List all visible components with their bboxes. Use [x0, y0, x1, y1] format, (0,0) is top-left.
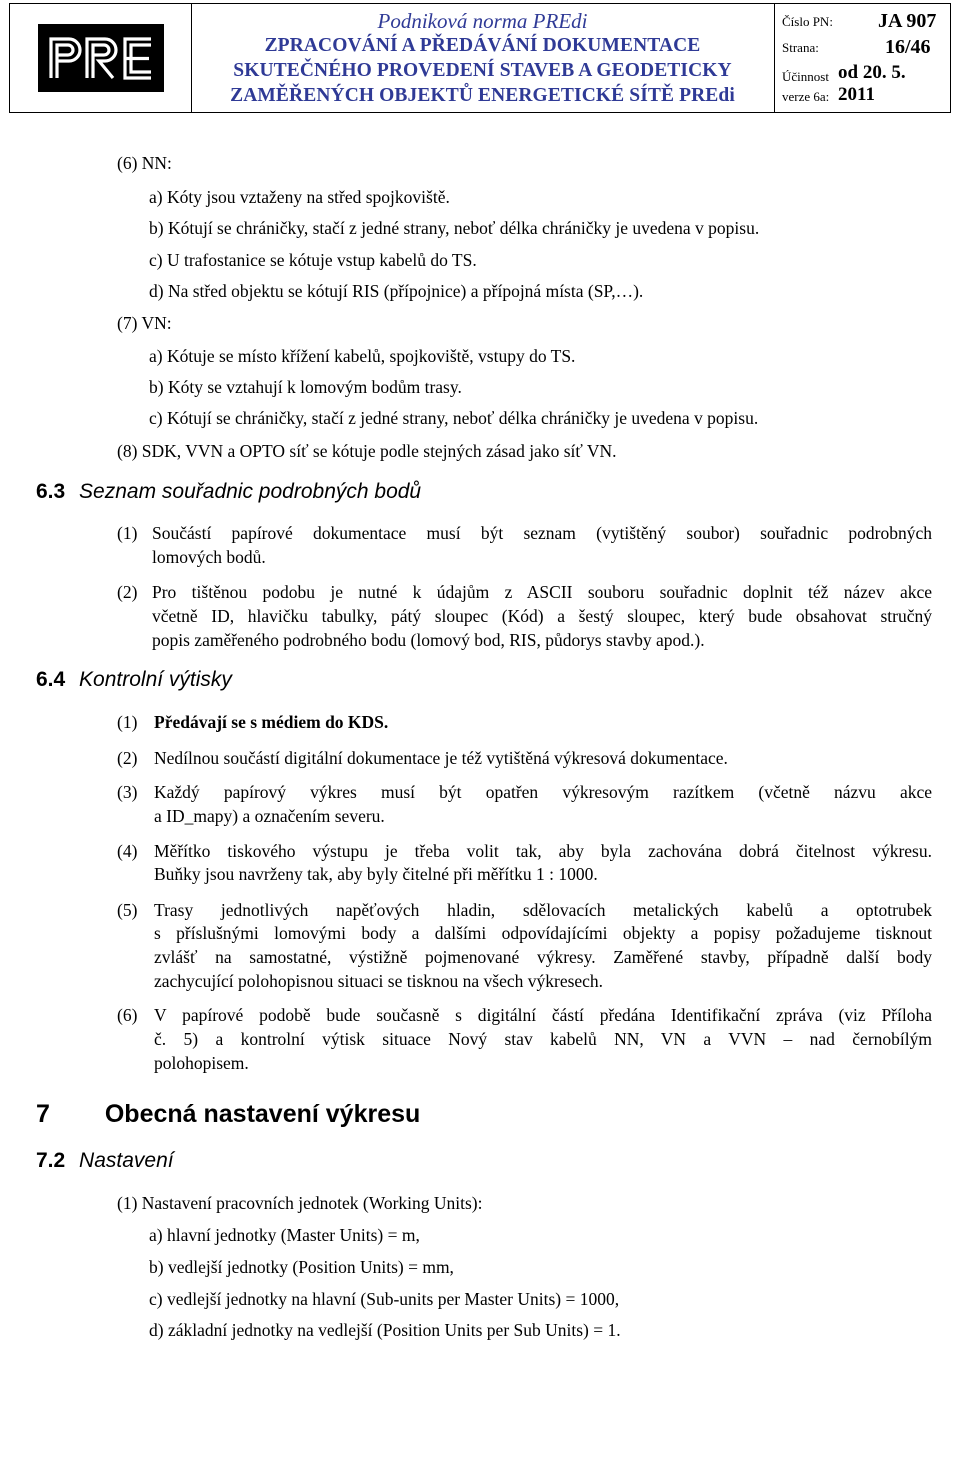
s64-item5-num: (5) — [117, 900, 138, 920]
s64-item4-num: (4) — [117, 841, 138, 861]
s64-item4-line2: Buňky jsou navrženy tak, aby byly čitelné při měřítku 1 : 1000. — [154, 864, 598, 884]
s72-item-c: c) vedlejší jednotky na hlavní (Sub-units per Master Units) = 1000, — [149, 1289, 620, 1309]
s72-item-b: b) vedlejší jednotky (Position Units) = mm, — [149, 1257, 454, 1277]
section-number: 7.2 — [36, 1149, 66, 1172]
s72-item-a: a) hlavní jednotky (Master Units) = m, — [149, 1225, 420, 1245]
section-6-3-heading — [36, 480, 421, 504]
s64-item4-line1: Měřítko tiskového výstupu je třeba volit tak, aby byla zachována dobrá čitelnost výkresu. — [154, 841, 932, 861]
section-7-heading — [36, 1100, 420, 1129]
verze-label: verze 6a: — [782, 89, 830, 104]
vn-heading: (7) VN: — [117, 313, 172, 333]
s64-item6-line2: č. 5) a kontrolní výtisk situace Nový stav kabelů NN, VN a VVN – nad černobílým — [154, 1029, 932, 1049]
cislo-value: JA 907 — [878, 10, 937, 32]
s63-p2-line2: včetně ID, hlavičku tabulky, pátý sloupec (Kód) a šestý sloupec, který bude obsahovat stručný — [152, 606, 932, 626]
section-6-4-heading — [36, 668, 232, 692]
nn-item-d: d) Na střed objektu se kótují RIS (přípojnice) a přípojná místa (SP,…). — [149, 281, 644, 301]
s72-p1: (1) Nastavení pracovních jednotek (Working Units): — [117, 1193, 483, 1213]
title-line-1: ZPRACOVÁNÍ A PŘEDÁVÁNÍ DOKUMENTACE — [264, 35, 701, 56]
section-title: Obecná nastavení výkresu — [104, 1100, 421, 1128]
vn-item-c: c) Kótují se chráničky, stačí z jedné strany, neboť délka chráničky je uvedena v popisu. — [149, 408, 759, 428]
s64-item5-line3: zvlášť na samostatné, výstižně pojmenované výkresy. Zaměřené stavby, případně další body — [154, 947, 932, 967]
s63-p2-line3: popis zaměřeného podrobného bodu (lomový bod, RIS, půdorys stavby apod.). — [152, 630, 705, 650]
vn-item-a: a) Kótuje se místo křížení kabelů, spojkoviště, vstupy do TS. — [149, 346, 576, 366]
s64-item2-num: (2) — [117, 748, 138, 768]
nn-item-c: c) U trafostanice se kótuje vstup kabelů do TS. — [149, 250, 477, 270]
nn-item-b: b) Kótují se chráničky, stačí z jedné strany, neboť délka chráničky je uvedena v popisu. — [149, 218, 760, 238]
title-line-2: SKUTEČNÉHO PROVEDENÍ STAVEB A GEODETICKY — [233, 60, 732, 81]
title-line-3: ZAMĚŘENÝCH OBJEKTŮ ENERGETICKÉ SÍTĚ PREdi — [230, 85, 735, 106]
ucinnost-label: Účinnost — [782, 69, 829, 84]
nn-item-a: a) Kóty jsou vztaženy na střed spojkoviště. — [149, 187, 450, 207]
s64-item6-line1: V papírové podobě bude současně s digitální částí předána Identifikační zpráva (viz Příloha — [154, 1005, 932, 1025]
header-meta — [774, 4, 950, 112]
vn-item-b: b) Kóty se vztahují k lomovým bodům trasy. — [149, 377, 462, 397]
cislo-label: Číslo PN: — [782, 14, 833, 29]
s63-p1-num: (1) — [117, 523, 138, 543]
s63-p1-line2: lomových bodů. — [152, 547, 266, 567]
section-title: Seznam souřadnic podrobných bodů — [79, 480, 422, 503]
norm-name: Podniková norma PREdi — [377, 9, 588, 33]
strana-value: 16/46 — [885, 36, 931, 58]
document-header — [9, 3, 951, 113]
s64-item6-num: (6) — [117, 1005, 138, 1025]
pre-logo-mark — [45, 36, 157, 80]
s64-item5-line2: s příslušnými lomovými body a dalšími odpovídajícími objekty a popisy požadujeme tisknout — [154, 923, 932, 943]
section-title: Nastavení — [79, 1149, 174, 1172]
s64-item6-line3: polohopisem. — [154, 1053, 249, 1073]
section-number: 7 — [36, 1100, 50, 1128]
s64-item2-line1: Nedílnou součástí digitální dokumentace je též vytištěná výkresová dokumentace. — [154, 748, 728, 768]
section-number: 6.3 — [36, 480, 66, 503]
pre-logo — [38, 24, 164, 92]
s64-item1-line1: Předávají se s médiem do KDS. — [154, 712, 389, 732]
s64-item1-num: (1) — [117, 712, 138, 732]
header-title — [191, 4, 774, 112]
s63-p2-num: (2) — [117, 582, 138, 602]
s64-item5-line4: zachycující polohopisnou situaci se tisknou na všech výkresech. — [154, 971, 604, 991]
section-7-2-heading — [36, 1149, 174, 1173]
ucinnost-value: od 20. 5. 2011 — [838, 62, 906, 105]
s64-item3-line2: a ID_mapy) a označením severu. — [154, 806, 385, 826]
section-title: Kontrolní výtisky — [79, 668, 232, 691]
s64-item3-line1: Každý papírový výkres musí být opatřen výkresovým razítkem (včetně názvu akce — [154, 782, 932, 802]
s63-p2-line1: Pro tištěnou podobu je nutné k údajům z ASCII souboru souřadnic doplnit též název akce — [152, 582, 932, 602]
logo-cell — [10, 4, 191, 112]
s63-p1-line1: Součástí papírové dokumentace musí být seznam (vytištěný soubor) souřadnic podrobných — [152, 523, 932, 543]
s64-item3-num: (3) — [117, 782, 138, 802]
strana-label: Strana: — [782, 40, 819, 55]
section-number: 6.4 — [36, 668, 66, 691]
s72-item-d: d) základní jednotky na vedlejší (Position Units per Sub Units) = 1. — [149, 1320, 621, 1340]
nn-heading: (6) NN: — [117, 153, 172, 173]
s64-item5-line1: Trasy jednotlivých napěťových hladin, sdělovacích metalických kabelů a optotrubek — [154, 900, 932, 920]
sdk-paragraph: (8) SDK, VVN a OPTO síť se kótuje podle stejných zásad jako síť VN. — [117, 441, 617, 461]
